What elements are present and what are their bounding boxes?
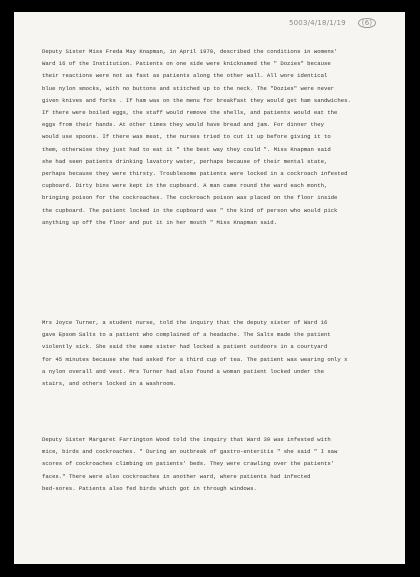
text-line: Deputy Sister Margaret Farrington Wood told the inquiry that Ward 39 was infested with bbox=[42, 436, 331, 443]
text-line: If there were boiled eggs, the staff would remove the shells, and patients would eat the bbox=[42, 109, 338, 117]
paragraph-wood-testimony bbox=[42, 434, 392, 495]
text-line: Ward 16 of the Institution. Patients on one side were knicknamed the " Dozies" because bbox=[42, 60, 331, 68]
text-line: bed-sores. Patients also fed birds which got in through windows. bbox=[42, 484, 257, 492]
text-line: Mrs Joyce Turner, a student nurse, told the inquiry that the deputy sister of Ward 16 bbox=[42, 319, 328, 326]
paragraph-knapman-testimony bbox=[42, 46, 392, 229]
paragraph-turner-testimony bbox=[42, 317, 392, 390]
text-line: eggs from their hands. At other times they would have bread and jam. For dinner they bbox=[42, 121, 324, 129]
text-line: faces." There were also cockroaches in another ward, where patients had infected bbox=[42, 472, 311, 480]
text-line: given knives and forks . If ham was on the menu for breakfast they would get ham sandwiches. bbox=[42, 96, 351, 104]
reference-number: 5003/4/18/1/19 bbox=[289, 19, 346, 27]
text-line: their reactions were not as fast as patients along the other wall. All wore identical bbox=[42, 72, 328, 80]
text-line: for 45 minutes because she had asked for a third cup of tea. The patient was wearing only x bbox=[42, 355, 348, 363]
text-line: would use spoons. If there was meat, the nurses tried to cut it up before giving it to bbox=[42, 133, 331, 141]
page-number-circled: (6) bbox=[358, 18, 377, 28]
text-line: them, otherwise they just had to eat it " the best way they could ". Miss Knapman said bbox=[42, 145, 331, 153]
text-line: the cupboard. The patient locked in the cupboard was " the kind of person who would pick bbox=[42, 206, 338, 214]
text-line: Deputy Sister Miss Freda May Knapman, in April 1970, described the conditions in womens' bbox=[42, 48, 338, 55]
text-line: stairs, and others locked in a washroom. bbox=[42, 380, 177, 388]
text-line: mice, birds and cockroaches. " During an outbreak of gastro-enteritis " she said " I saw bbox=[42, 448, 338, 456]
text-line: violently sick. She said the same sister had locked a patient outdoors in a courtyard bbox=[42, 343, 328, 351]
text-line: bringing poison for the cockroaches. The cockroach poison was placed on the floor inside bbox=[42, 194, 338, 202]
text-line: cupboard. Dirty bins were kept in the cupboard. A man came round the ward each month, bbox=[42, 182, 328, 190]
document-page bbox=[14, 12, 405, 564]
text-line: scores of cockroaches climbing on patients' beds. They were crawling over the patients' bbox=[42, 460, 335, 468]
text-line: gave Epsom Salts to a patient who complained of a headache. The Salts made the patient bbox=[42, 331, 331, 339]
text-line: perhaps because they were thirsty. Troublesome patients were locked in a cockroach infested bbox=[42, 170, 348, 178]
text-line: she had seen patients drinking lavatory water, perhaps because of their mental state, bbox=[42, 157, 328, 165]
archive-reference bbox=[289, 18, 376, 28]
text-line: blue nylon smocks, with no buttons and stitched up to the neck. The "Dozies" were never bbox=[42, 84, 335, 92]
text-line: a nylon overall and vest. Mrs Turner had also found a woman patient locked under the bbox=[42, 367, 324, 375]
text-line: anything up off the floor and put it in her mouth " Miss Knapman said. bbox=[42, 218, 277, 226]
